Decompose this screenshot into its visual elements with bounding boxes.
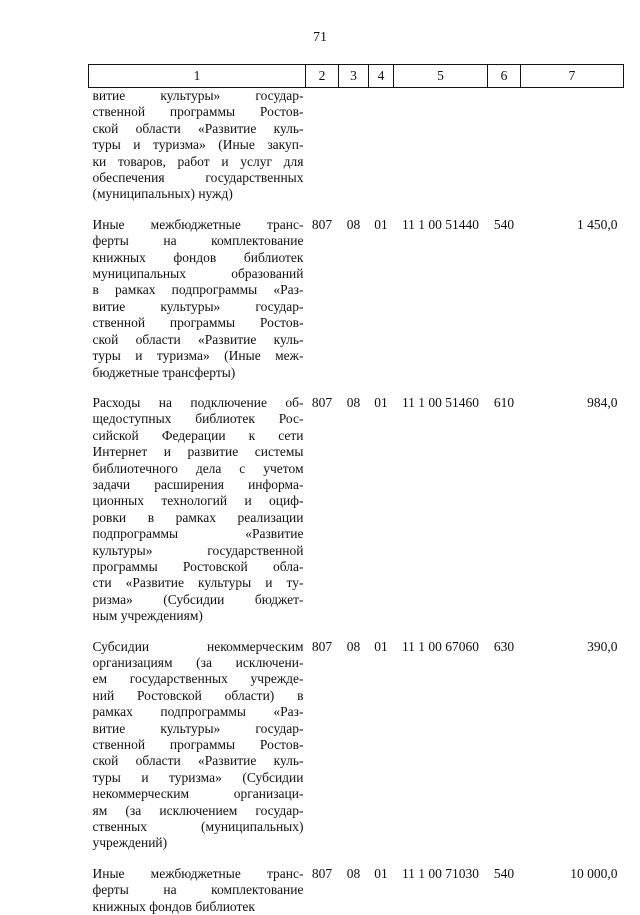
row-description bbox=[89, 852, 306, 915]
amount: 10 000,0 bbox=[570, 865, 618, 881]
section-code: 08 bbox=[346, 865, 361, 881]
subsection-code bbox=[369, 88, 394, 203]
description-line: ризма» (Субсидии бюджет- bbox=[92, 591, 304, 607]
target-article-code: 11 1 00 51460 bbox=[401, 394, 480, 410]
description-line: ской области «Развитие куль- bbox=[92, 120, 304, 136]
ministry-code: 807 bbox=[311, 865, 333, 881]
target-article-code bbox=[394, 88, 488, 203]
target-article-code: 11 1 00 71030 bbox=[401, 865, 480, 881]
description-line: сийской Федерации к сети bbox=[92, 427, 304, 443]
row-description bbox=[89, 88, 306, 203]
description-line: Иные межбюджетные транс- bbox=[92, 865, 304, 881]
description-line: ферты на комплектование bbox=[92, 882, 304, 898]
description-line: ственных (муниципальных) bbox=[92, 819, 304, 835]
expense-type-code: 540 bbox=[493, 216, 515, 232]
description-line: в рамках подпрограммы «Раз- bbox=[92, 282, 304, 298]
target-article-code: 11 1 00 51440 bbox=[401, 216, 480, 232]
description-line: обеспечения государственных bbox=[92, 170, 304, 186]
description-line: ферты на комплектование bbox=[92, 233, 304, 249]
description-line: ям (за исключением государ- bbox=[92, 802, 304, 818]
description-line: ционных технологий и оциф- bbox=[92, 493, 304, 509]
expense-type-code: 540 bbox=[493, 865, 515, 881]
description-line: задачи расширения информа- bbox=[92, 476, 304, 492]
ministry-code: 807 bbox=[311, 394, 333, 410]
description-line: ственной программы Ростов- bbox=[92, 737, 304, 753]
description-line: ской области «Развитие куль- bbox=[92, 753, 304, 769]
description-line: ственной программы Ростов- bbox=[92, 315, 304, 331]
ministry-code: 807 bbox=[311, 638, 333, 654]
description-line: Иные межбюджетные транс- bbox=[92, 216, 304, 232]
description-line: (муниципальных) нужд) bbox=[92, 186, 233, 202]
header-row bbox=[89, 65, 624, 88]
description-line: ки товаров, работ и услуг для bbox=[92, 153, 304, 169]
section-code: 08 bbox=[346, 216, 361, 232]
description-line: культуры» государственной bbox=[92, 542, 304, 558]
description-line: ской области «Развитие куль- bbox=[92, 331, 304, 347]
description-line: программы Ростовской обла- bbox=[92, 558, 304, 574]
header-col-7: 7 bbox=[521, 65, 624, 88]
description-line: учреждений) bbox=[92, 835, 168, 851]
amount: 390,0 bbox=[587, 638, 618, 654]
subsection-code: 01 bbox=[374, 394, 388, 410]
header-col-4: 4 bbox=[369, 65, 394, 88]
description-line: витие культуры» государ- bbox=[92, 88, 304, 103]
section-code: 08 bbox=[346, 394, 361, 410]
description-line: организациям (за исключени- bbox=[92, 655, 304, 670]
description-line: бюджетные трансферты) bbox=[92, 364, 236, 380]
amount: 984,0 bbox=[587, 394, 618, 410]
description-line: некоммерческим организаци- bbox=[92, 786, 304, 802]
description-line: Расходы на подключение об- bbox=[92, 394, 304, 410]
table-row bbox=[89, 203, 624, 381]
table-row bbox=[89, 852, 624, 915]
expense-type-code: 610 bbox=[493, 394, 515, 410]
header-col-5: 5 bbox=[394, 65, 488, 88]
subsection-code: 01 bbox=[374, 865, 388, 881]
description-line: туры и туризма» (Иные меж- bbox=[92, 348, 304, 364]
table-row bbox=[89, 88, 624, 203]
row-description bbox=[89, 203, 306, 381]
ministry-code bbox=[306, 88, 339, 203]
page-number: 71 bbox=[313, 30, 327, 45]
header-col-3: 3 bbox=[339, 65, 369, 88]
description-line: подпрограммы «Развитие bbox=[92, 526, 304, 542]
description-line: ний Ростовской области) в bbox=[92, 687, 304, 703]
description-line: витие культуры» государ- bbox=[92, 298, 304, 314]
budget-table bbox=[88, 64, 624, 915]
header-col-1: 1 bbox=[89, 65, 306, 88]
expense-type-code bbox=[488, 88, 521, 203]
description-line: Интернет и развитие системы bbox=[92, 444, 304, 460]
header-col-6: 6 bbox=[488, 65, 521, 88]
description-line: сти «Развитие культуры и ту- bbox=[92, 575, 304, 591]
description-line: туры и туризма» (Иные закуп- bbox=[92, 137, 304, 153]
description-line: витие культуры» государ- bbox=[92, 720, 304, 736]
description-line: ровки в рамках реализации bbox=[92, 509, 304, 525]
ministry-code: 807 bbox=[311, 216, 333, 232]
expense-type-code: 630 bbox=[493, 638, 515, 654]
description-line: книжных фондов библиотек bbox=[92, 898, 255, 914]
description-line: муниципальных образований bbox=[92, 266, 304, 282]
row-description bbox=[89, 625, 306, 852]
subsection-code: 01 bbox=[374, 638, 388, 654]
description-line: книжных фондов библиотек bbox=[92, 249, 304, 265]
description-line: Субсидии некоммерческим bbox=[92, 638, 304, 654]
amount bbox=[521, 88, 624, 203]
description-line: ственной программы Ростов- bbox=[92, 104, 304, 120]
description-line: ным учреждениям) bbox=[92, 608, 203, 624]
row-description bbox=[89, 381, 306, 625]
target-article-code: 11 1 00 67060 bbox=[401, 638, 480, 654]
description-line: туры и туризма» (Субсидии bbox=[92, 769, 304, 785]
section-code: 08 bbox=[346, 638, 361, 654]
description-line: рамках подпрограммы «Раз- bbox=[92, 704, 304, 720]
description-line: щедоступных библиотек Рос- bbox=[92, 411, 304, 427]
subsection-code: 01 bbox=[374, 216, 388, 232]
table-row bbox=[89, 381, 624, 625]
amount: 1 450,0 bbox=[577, 216, 618, 232]
description-line: ем государственных учрежде- bbox=[92, 671, 304, 687]
table-row bbox=[89, 625, 624, 852]
description-line: библиотечного дела с учетом bbox=[92, 460, 304, 476]
section-code bbox=[339, 88, 369, 203]
header-col-2: 2 bbox=[306, 65, 339, 88]
